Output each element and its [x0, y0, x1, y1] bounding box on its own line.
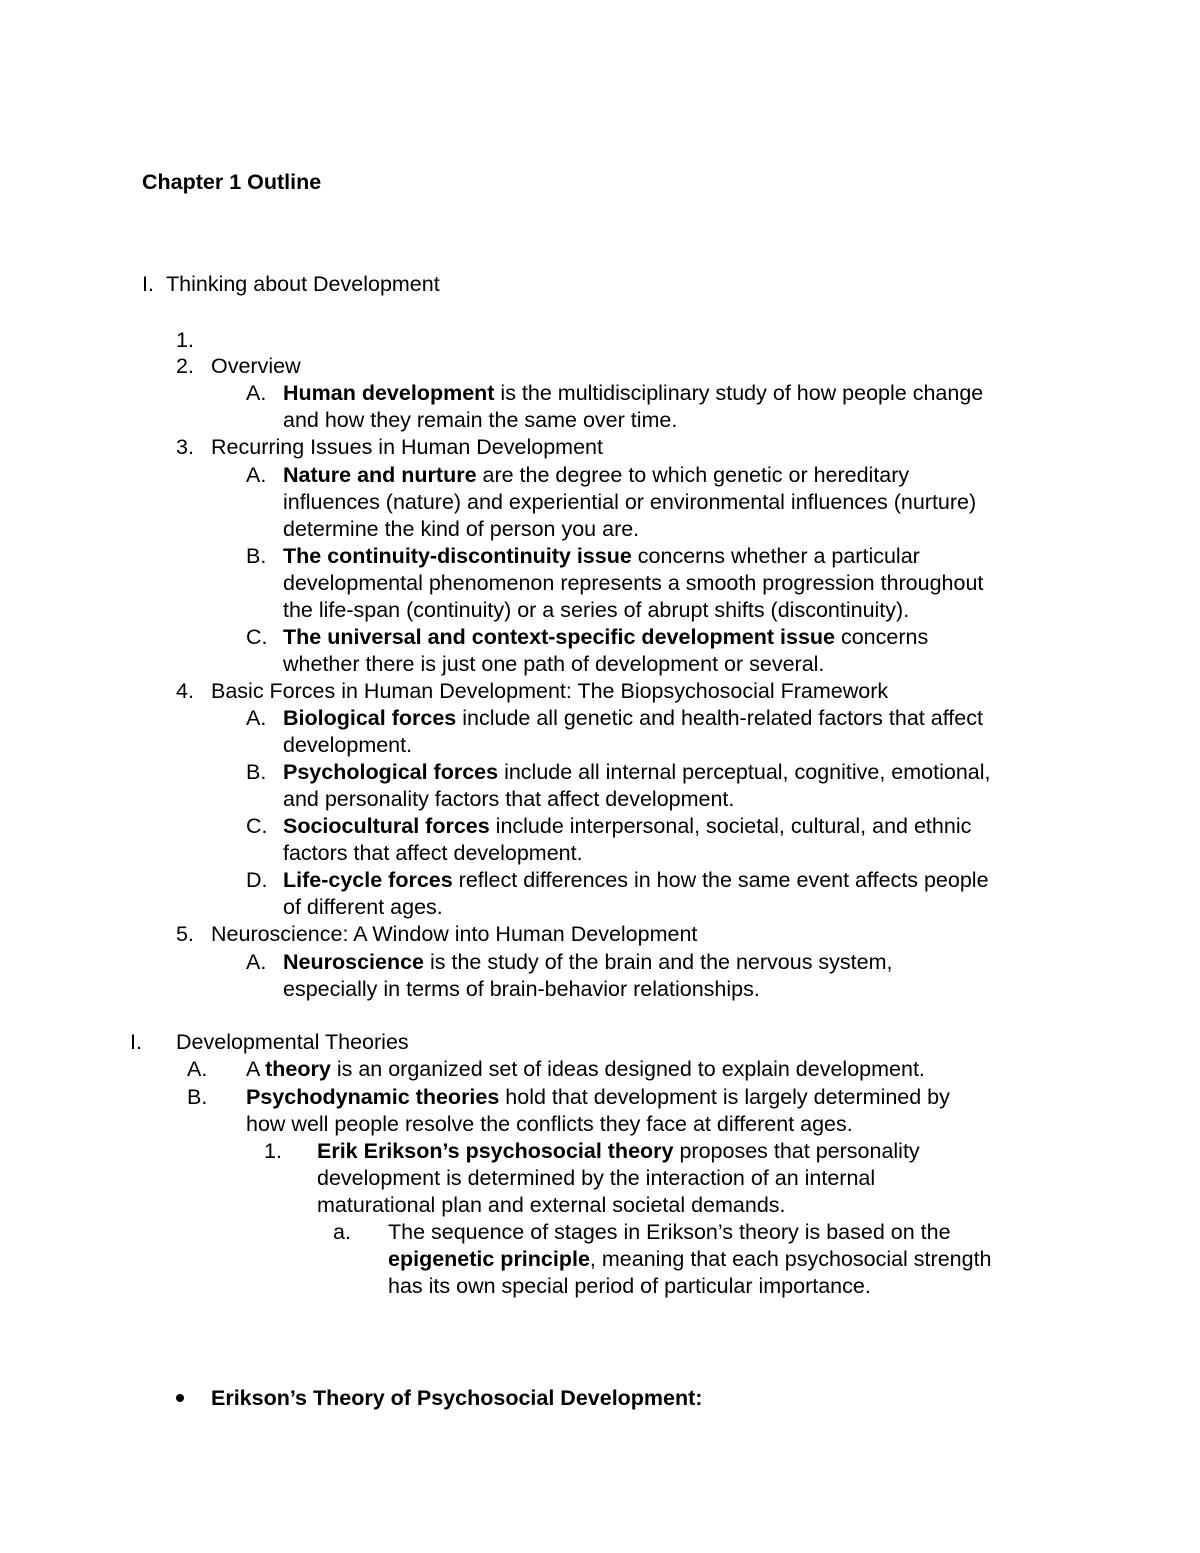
sub-marker: a. — [333, 1220, 351, 1244]
key-term: epigenetic principle — [388, 1247, 590, 1271]
sub-item-line — [283, 949, 893, 976]
key-term: The continuity-discontinuity issue — [283, 544, 632, 568]
sub-item-line — [283, 380, 983, 407]
key-term: Neuroscience — [283, 950, 425, 974]
sub-item-text: concerns — [835, 625, 929, 649]
key-term: Psychodynamic theories — [246, 1085, 500, 1109]
sub-item-line: developmental phenomenon represents a smooth progression throughout — [283, 571, 984, 595]
list-number: 1. — [264, 1139, 282, 1163]
sub-item-line: maturational plan and external societal demands. — [317, 1193, 786, 1217]
sub-item-line: The sequence of stages in Erikson’s theory is based on the — [388, 1220, 951, 1244]
sub-item-line: and how they remain the same over time. — [283, 408, 678, 432]
key-term: Erik Erikson’s psychosocial theory — [317, 1139, 674, 1163]
sub-item-line — [246, 1084, 950, 1111]
sub-item-text: is an organized set of ideas designed to explain development. — [330, 1057, 925, 1081]
sub-item-line — [317, 1138, 920, 1165]
sub-item-line: how well people resolve the conflicts they face at different ages. — [246, 1112, 853, 1136]
key-term: The universal and context-specific development issue — [283, 625, 835, 649]
sub-item-text: A — [246, 1057, 266, 1081]
sub-item-line: factors that affect development. — [283, 841, 583, 865]
sub-item-line — [283, 624, 928, 651]
list-item-label: Overview — [211, 354, 301, 378]
sub-item-line — [283, 543, 920, 570]
sub-marker: A. — [187, 1057, 208, 1081]
list-number: 4. — [176, 679, 194, 703]
section-marker: I. — [142, 272, 154, 296]
sub-item-text: reflect differences in how the same event affects people — [452, 868, 989, 892]
list-item-label: Recurring Issues in Human Development — [211, 435, 603, 459]
sub-item-line: development. — [283, 733, 413, 757]
sub-item-line — [283, 759, 991, 786]
sub-item-line: and personality factors that affect development. — [283, 787, 735, 811]
sub-item-line — [388, 1246, 992, 1273]
list-number: 2. — [176, 354, 194, 378]
sub-item-text: hold that development is largely determined by — [499, 1085, 950, 1109]
sub-marker: D. — [246, 868, 268, 892]
bullet-icon — [176, 1394, 184, 1402]
sub-item-line — [283, 462, 909, 489]
sub-item-line: especially in terms of brain-behavior relationships. — [283, 977, 760, 1001]
key-term: Sociocultural forces — [283, 814, 490, 838]
sub-item-line — [283, 705, 983, 732]
sub-marker: B. — [246, 760, 267, 784]
sub-item-line: determine the kind of person you are. — [283, 517, 640, 541]
section-marker: I. — [130, 1030, 142, 1054]
list-item-label: Neuroscience: A Window into Human Development — [211, 922, 698, 946]
key-term: Biological forces — [283, 706, 457, 730]
list-number: 1. — [176, 328, 194, 352]
sub-item-text: concerns whether a particular — [631, 544, 920, 568]
sub-marker: B. — [187, 1085, 208, 1109]
list-item-label: Basic Forces in Human Development: The Biopsychosocial Framework — [211, 679, 889, 703]
key-term: Psychological forces — [283, 760, 499, 784]
sub-item-text: proposes that personality — [673, 1139, 920, 1163]
sub-item-line — [283, 867, 989, 894]
sub-item-text: is the multidisciplinary study of how people change — [494, 381, 984, 405]
sub-item-line: development is determined by the interaction of an internal — [317, 1166, 876, 1190]
sub-item-line — [246, 1056, 925, 1083]
key-term: theory — [265, 1057, 331, 1081]
sub-item-text: include interpersonal, societal, cultural, and ethnic — [489, 814, 972, 838]
key-term: Life-cycle forces — [283, 868, 453, 892]
sub-item-line: the life-span (continuity) or a series of abrupt shifts (discontinuity). — [283, 598, 910, 622]
list-number: 3. — [176, 435, 194, 459]
sub-marker: C. — [246, 625, 268, 649]
section-heading: Thinking about Development — [166, 272, 440, 296]
sub-item-text: is the study of the brain and the nervous system, — [424, 950, 893, 974]
sub-marker: A. — [246, 381, 267, 405]
sub-item-line: whether there is just one path of development or several. — [283, 652, 825, 676]
key-term: Nature and nurture — [283, 463, 477, 487]
list-number: 5. — [176, 922, 194, 946]
sub-marker: C. — [246, 814, 268, 838]
sub-item-line — [283, 813, 971, 840]
sub-item-text: include all internal perceptual, cognitive, emotional, — [498, 760, 991, 784]
sub-marker: A. — [246, 950, 267, 974]
bullet-heading: Erikson’s Theory of Psychosocial Development: — [211, 1386, 703, 1410]
sub-item-line: of different ages. — [283, 895, 443, 919]
sub-marker: A. — [246, 463, 267, 487]
sub-item-text: , meaning that each psychosocial strength — [589, 1247, 992, 1271]
sub-marker: A. — [246, 706, 267, 730]
sub-marker: B. — [246, 544, 267, 568]
sub-item-line: has its own special period of particular importance. — [388, 1274, 871, 1298]
page-title: Chapter 1 Outline — [142, 170, 322, 194]
sub-item-line: influences (nature) and experiential or environmental influences (nurture) — [283, 490, 977, 514]
section-heading: Developmental Theories — [176, 1030, 409, 1054]
key-term: Human development — [283, 381, 495, 405]
sub-item-text: are the degree to which genetic or hereditary — [476, 463, 910, 487]
sub-item-text: include all genetic and health-related factors that affect — [456, 706, 983, 730]
